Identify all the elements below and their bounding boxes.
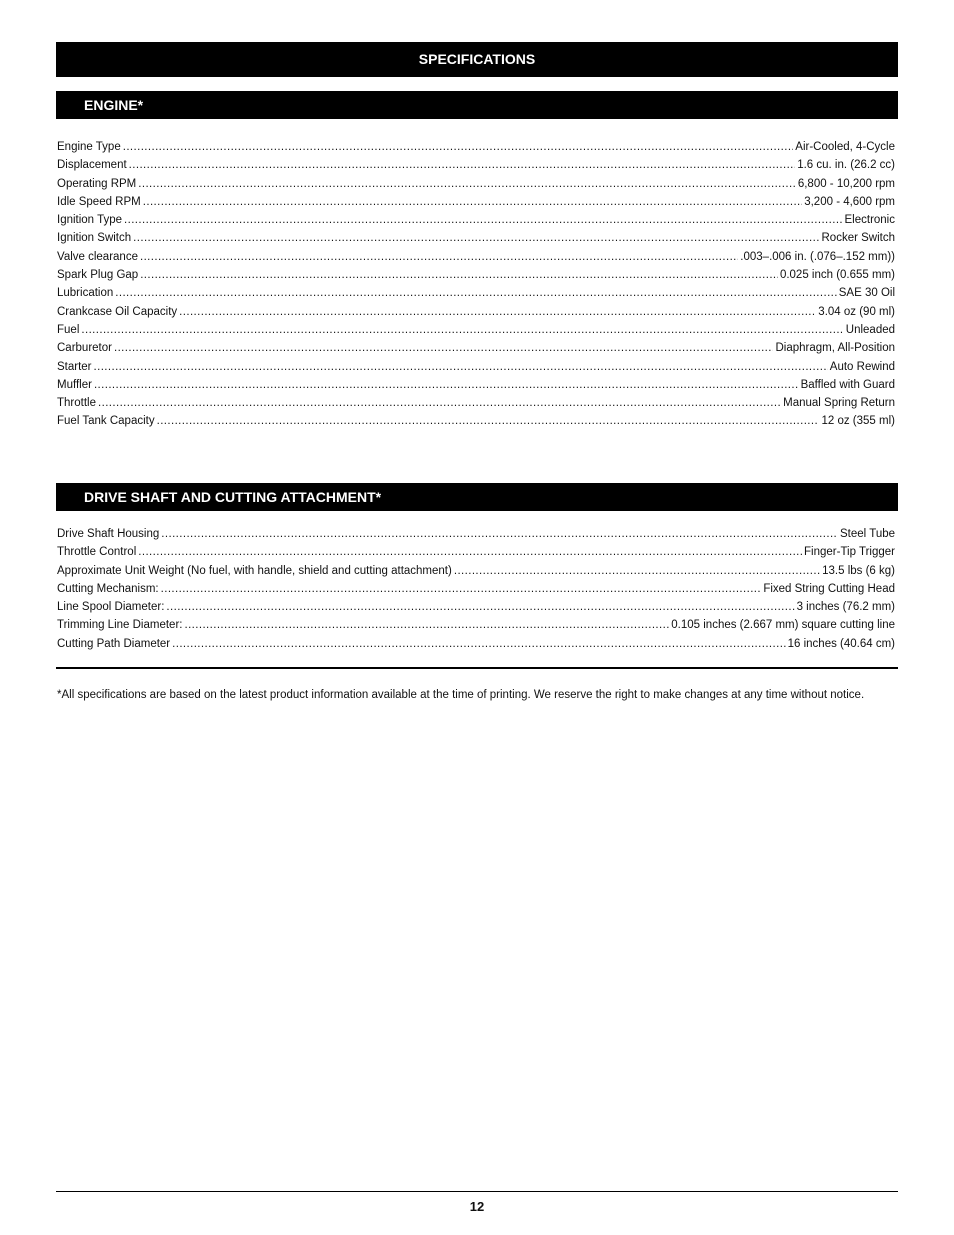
spec-label: Ignition Switch xyxy=(57,232,132,245)
spec-row xyxy=(57,543,895,561)
spec-row xyxy=(57,562,895,580)
spec-label: Engine Type xyxy=(57,141,121,153)
spec-row xyxy=(57,229,895,247)
engine-section-header xyxy=(56,91,898,119)
specifications-header xyxy=(56,42,898,77)
spec-value: 1.6 cu. in. (26.2 cc) xyxy=(797,159,895,172)
spec-value: 0.025 inch (0.655 mm) xyxy=(779,269,895,282)
spec-row xyxy=(57,156,895,174)
dot-leader xyxy=(114,339,774,357)
dot-leader xyxy=(81,321,843,339)
spec-label: Throttle Control xyxy=(57,546,137,559)
spec-row xyxy=(57,193,895,211)
spec-row xyxy=(57,635,895,653)
spec-label: Drive Shaft Housing xyxy=(57,528,160,540)
dot-leader xyxy=(157,412,820,430)
dot-leader xyxy=(138,175,796,193)
spec-label: Starter xyxy=(57,360,92,373)
spec-value: Finger-Tip Trigger xyxy=(804,546,895,559)
spec-label: Ignition Type xyxy=(57,214,123,227)
dot-leader xyxy=(184,616,669,634)
spec-label: Fuel Tank Capacity xyxy=(57,415,155,428)
spec-value: 12 oz (355 ml) xyxy=(821,415,895,428)
dot-leader xyxy=(161,525,838,543)
spec-label: Cutting Mechanism: xyxy=(57,582,159,595)
dot-leader xyxy=(98,394,781,412)
spec-value: 3.04 oz (90 ml) xyxy=(818,305,895,318)
spec-value: Electronic xyxy=(844,214,895,227)
spec-value: Unleaded xyxy=(845,323,895,336)
spec-value: 16 inches (40.64 cm) xyxy=(787,637,895,650)
spec-row xyxy=(57,598,895,616)
dot-leader xyxy=(123,138,794,156)
spec-value: 3,200 - 4,600 rpm xyxy=(804,195,895,208)
dot-leader xyxy=(94,358,828,376)
spec-label: Line Spool Diameter: xyxy=(57,601,165,614)
dot-leader xyxy=(115,284,836,302)
spec-label: Operating RPM xyxy=(57,177,137,190)
spec-label: Muffler xyxy=(57,378,92,391)
page-number: 12 xyxy=(469,1199,485,1214)
spec-row xyxy=(57,394,895,412)
spec-value: SAE 30 Oil xyxy=(838,287,895,300)
spec-row xyxy=(57,616,895,634)
dot-leader xyxy=(124,211,842,229)
drive-shaft-spec-list xyxy=(57,525,895,653)
dot-leader xyxy=(454,562,820,580)
spec-row xyxy=(57,358,895,376)
spec-value: Auto Rewind xyxy=(829,360,895,373)
spec-label: Trimming Line Diameter: xyxy=(57,619,183,632)
spec-label: Valve clearance xyxy=(57,250,138,263)
spec-row xyxy=(57,138,895,156)
spec-value: 3 inches (76.2 mm) xyxy=(796,601,895,614)
spec-value: Steel Tube xyxy=(840,528,895,540)
spec-value: Manual Spring Return xyxy=(783,397,895,410)
dot-leader xyxy=(133,229,819,247)
engine-spec-list xyxy=(57,138,895,431)
spec-label: Throttle xyxy=(57,397,96,410)
spec-label: Crankcase Oil Capacity xyxy=(57,305,178,318)
spec-label: Carburetor xyxy=(57,342,112,355)
spec-row xyxy=(57,248,895,266)
engine-section-title: ENGINE* xyxy=(84,97,144,113)
spec-row xyxy=(57,175,895,193)
spec-row xyxy=(57,412,895,430)
dot-leader xyxy=(140,248,738,266)
spec-label: Approximate Unit Weight (No fuel, with handle, shield and cutting attachment) xyxy=(57,564,452,577)
spec-value: Diaphragm, All-Position xyxy=(775,342,895,355)
spec-label: Idle Speed RPM xyxy=(57,195,141,208)
section-divider xyxy=(56,667,898,669)
spec-label: Lubrication xyxy=(57,287,114,300)
spec-row xyxy=(57,580,895,598)
spec-row xyxy=(57,266,895,284)
spec-value: .003–.006 in. (.076–.152 mm)) xyxy=(740,250,895,263)
spec-value: 13.5 lbs (6 kg) xyxy=(822,564,895,577)
spec-row xyxy=(57,376,895,394)
spec-value: 6,800 - 10,200 rpm xyxy=(797,177,895,190)
dot-leader xyxy=(143,193,802,211)
page-title: SPECIFICATIONS xyxy=(418,51,536,67)
spec-row xyxy=(57,525,895,543)
dot-leader xyxy=(172,635,785,653)
footnote: *All specifications are based on the latest product information available at the time of printing. We reserve the right to make changes at any time without notice. xyxy=(57,689,865,701)
spec-value: 0.105 inches (2.667 mm) square cutting line xyxy=(671,619,895,632)
drive-shaft-section-header xyxy=(56,483,898,511)
dot-leader xyxy=(179,303,816,321)
spec-label: Spark Plug Gap xyxy=(57,269,139,282)
dot-leader xyxy=(166,598,794,616)
drive-shaft-section-title: DRIVE SHAFT AND CUTTING ATTACHMENT* xyxy=(84,489,382,505)
spec-value: Rocker Switch xyxy=(821,232,895,245)
spec-label: Fuel xyxy=(57,323,80,336)
spec-value: Air-Cooled, 4-Cycle xyxy=(795,141,895,153)
dot-leader xyxy=(94,376,799,394)
spec-row xyxy=(57,211,895,229)
spec-label: Cutting Path Diameter xyxy=(57,637,171,650)
spec-row xyxy=(57,321,895,339)
spec-row xyxy=(57,339,895,357)
spec-label: Displacement xyxy=(57,159,127,172)
footer-divider xyxy=(56,1191,898,1192)
dot-leader xyxy=(140,266,778,284)
dot-leader xyxy=(129,156,796,174)
dot-leader xyxy=(138,543,802,561)
spec-row xyxy=(57,284,895,302)
dot-leader xyxy=(161,580,762,598)
spec-value: Fixed String Cutting Head xyxy=(763,582,895,595)
spec-value: Baffled with Guard xyxy=(800,378,895,391)
spec-row xyxy=(57,303,895,321)
